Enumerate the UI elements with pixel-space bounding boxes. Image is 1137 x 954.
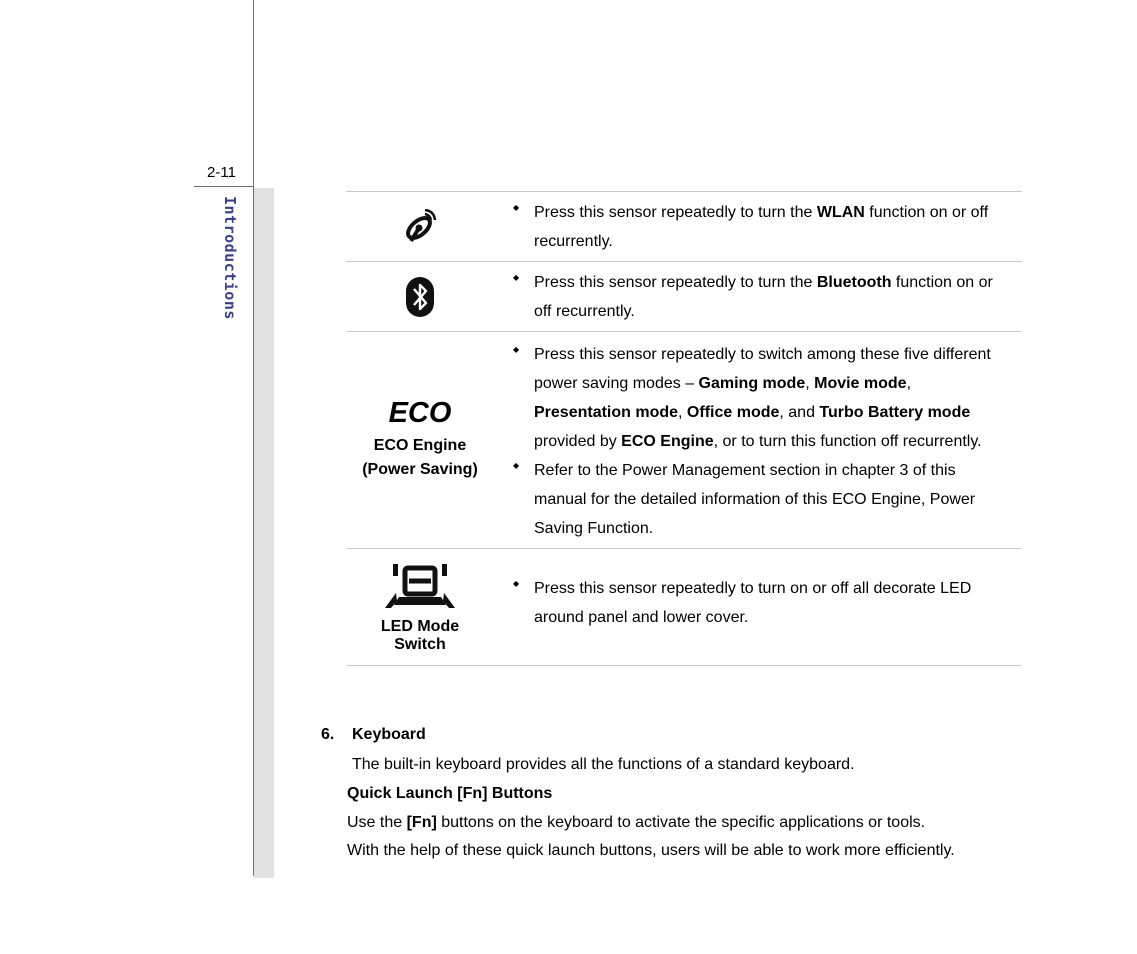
sensor-row-led-mode xyxy=(346,548,1022,666)
led-mode-icon xyxy=(382,561,458,611)
bold-term: Bluetooth xyxy=(816,274,892,291)
bullet-item xyxy=(512,456,1012,543)
led-label-line2: Switch xyxy=(394,636,446,653)
eco-label-line1: ECO Engine xyxy=(373,437,467,454)
bold-term: Turbo Battery mode xyxy=(819,404,971,421)
sensor-row-eco xyxy=(346,331,1022,549)
bullet-item xyxy=(512,340,1012,456)
bold-term: Movie mode xyxy=(814,375,907,392)
bullet-item xyxy=(512,574,1012,632)
side-gray-bar xyxy=(254,188,274,878)
bullet-item xyxy=(512,198,1012,256)
bold-term: WLAN xyxy=(816,204,865,221)
section-title: Keyboard xyxy=(352,726,426,743)
bold-term: Gaming mode xyxy=(698,375,806,392)
fn-paragraph-end: buttons on the keyboard to activate the specific applications or tools. xyxy=(436,814,926,831)
text-run: Refer to the Power Management section in chapter 3 of this manual for the detailed information of this ECO Engine, Power Saving Function. xyxy=(534,462,976,537)
bluetooth-description xyxy=(512,268,1012,326)
text-run: , or to turn this function off recurrently. xyxy=(713,433,982,450)
page-number-rule xyxy=(194,186,254,187)
eco-icon: ECO xyxy=(388,397,452,429)
eco-description xyxy=(512,340,1012,543)
eco-label-line2: (Power Saving) xyxy=(362,461,478,478)
efficiency-paragraph: With the help of these quick launch buttons, users will be able to work more efficiently. xyxy=(347,842,955,859)
eco-icon-cell xyxy=(346,396,494,482)
text-run: , xyxy=(805,375,815,392)
wlan-icon-cell xyxy=(346,209,494,250)
chapter-side-label: Introductions xyxy=(221,196,239,320)
sensor-row-bluetooth xyxy=(346,261,1022,332)
fn-key-label: [Fn] xyxy=(406,814,437,831)
page-number: 2-11 xyxy=(207,164,236,181)
fn-paragraph xyxy=(347,814,925,832)
keyboard-intro: The built-in keyboard provides all the functions of a standard keyboard. xyxy=(352,756,855,773)
fn-paragraph-start: Use the xyxy=(347,814,407,831)
bullet-item xyxy=(512,268,1012,326)
bold-term: Presentation mode xyxy=(534,404,679,421)
text-run: Press this sensor repeatedly to turn the xyxy=(534,204,817,221)
text-run: , and xyxy=(779,404,820,421)
led-description xyxy=(512,574,1012,632)
led-label-line1: LED Mode xyxy=(380,618,460,635)
text-run: , xyxy=(678,404,687,421)
bluetooth-icon xyxy=(405,276,435,318)
text-run: Press this sensor repeatedly to turn the xyxy=(534,274,817,291)
quick-launch-heading: Quick Launch [Fn] Buttons xyxy=(347,785,553,802)
bold-term: Office mode xyxy=(686,404,780,421)
text-run: Press this sensor repeatedly to turn on or off all decorate LED around panel and lower cover. xyxy=(534,580,972,626)
sensor-row-wlan xyxy=(346,191,1022,262)
text-run: Press this sensor repeatedly to switch among these five different power saving modes – xyxy=(534,346,991,392)
wlan-antenna-icon xyxy=(403,209,437,245)
text-run: function on or off recurrently. xyxy=(534,274,993,320)
text-run: function on or off recurrently. xyxy=(534,204,989,250)
bold-term: ECO Engine xyxy=(621,433,714,450)
section-number: 6. xyxy=(321,726,335,743)
led-icon-cell xyxy=(346,561,494,654)
bluetooth-icon-cell xyxy=(346,276,494,323)
text-run: provided by xyxy=(534,433,622,450)
text-run: , xyxy=(906,375,912,392)
wlan-description xyxy=(512,198,1012,256)
